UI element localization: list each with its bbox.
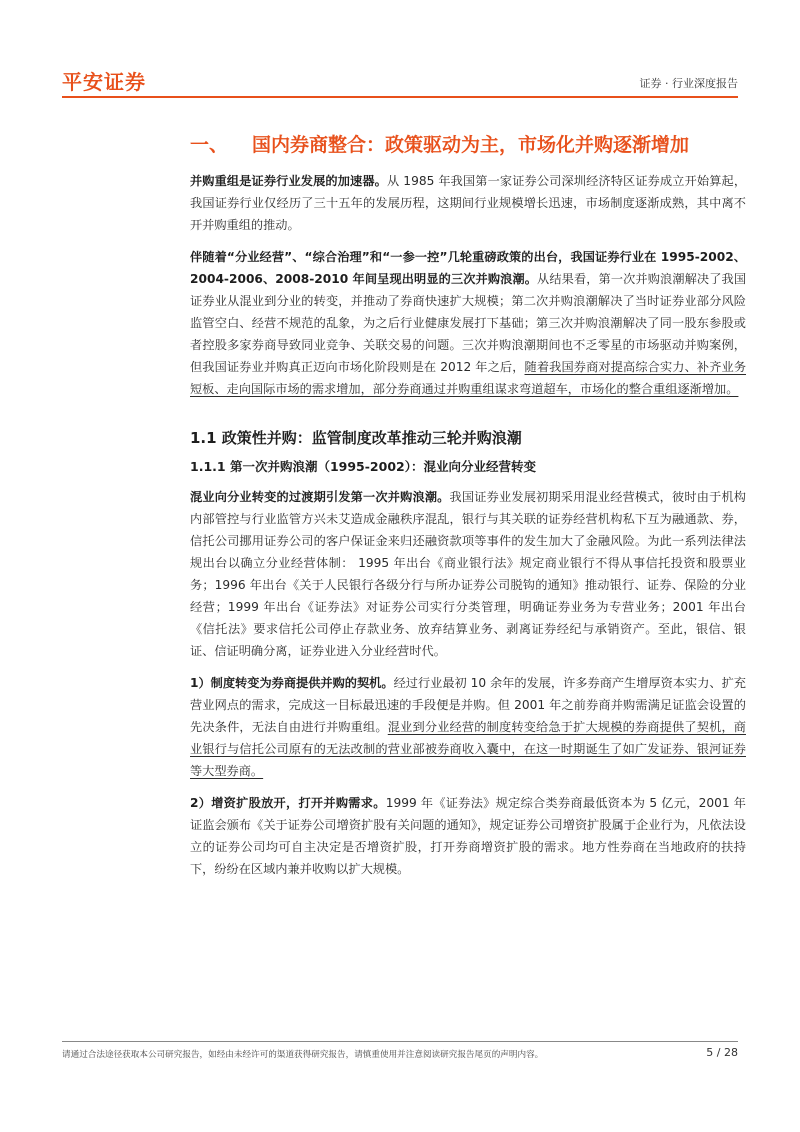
underlined-text: 混业到分业经营的制度转变给急于扩大规模的券商提供了契机，商业银行与信托公司原有的无法改制的营业部被券商收入囊中，在这一时期诞生了如广发证券、银河证券等大型券商。 xyxy=(190,720,746,778)
document-type: 证券 · 行业深度报告 xyxy=(639,77,738,90)
report-body xyxy=(190,170,746,890)
paragraph xyxy=(190,792,746,880)
paragraph-lead: 混业向分业转变的过渡期引发第一次并购浪潮。 xyxy=(190,490,450,504)
underlined-text: 随着我国券商对提高综合实力、补齐业务短板、走向国际市场的需求增加，部分券商通过并购重组谋求弯道超车，市场化的整合重组逐渐增加。 xyxy=(190,360,747,396)
subsection-heading: 1.1 政策性并购：监管制度改革推动三轮并购浪潮 xyxy=(190,429,522,447)
paragraph-text: 我国证券业发展初期采用混业经营模式，彼时由于机构内部管控与行业监管方兴未艾造成金融秩序混乱，银行与其关联的证券经营机构私下互为融通款、券，信托公司挪用证券公司的客户保证金来归还融资款项等事件的发生加大了金融风险。为此一系列法律法规出台以确立分业经营体制： 1995 年出台《商业银行法》规定商业银行不得从事信托投资和股票业务；1996 年出台《关于人民银行各级分行与所办证券公司脱钩的通知》推动银行、证券、保险的分业经营；1999 年出台《证券法》对证券公司实行分类管理，明确证券业务为专营业务；2001 年出台《信托法》要求信托公司停止存款业务、放弃结算业务、剥离证券经纪与承销资产。至此，银信、银证、信证明确分离，证券业进入分业经营时代。 xyxy=(190,490,746,658)
sub-subsection-heading: 1.1.1 第一次并购浪潮（1995-2002）：混业向分业经营转变 xyxy=(190,459,536,474)
paragraph-lead: 1）制度转变为券商提供并购的契机。 xyxy=(190,676,394,690)
section-heading xyxy=(190,130,689,157)
paragraph-text: 1999 年《证券法》规定综合类券商最低资本为 5 亿元，2001 年证监会颁布《关于证券公司增资扩股有关问题的通知》，规定证券公司增资扩股属于企业行为，凡依法设立的证券公司均可自主决定是否增资扩股，打开券商增资扩股的需求。地方性券商在当地政府的扶持下，纷纷在区域内兼并收购以扩大规模。 xyxy=(190,796,746,876)
section-title: 国内券商整合：政策驱动为主，市场化并购逐渐增加 xyxy=(252,134,690,156)
paragraph xyxy=(190,170,746,236)
paragraph-text: 经过行业最初 10 余年的发展，许多券商产生增厚资本实力、扩充营业网点的需求，完成这一目标最迅速的手段便是并购。但 2001 年之前券商并购需满足证监会设置的先决条件，无法自由进行并购重组。 xyxy=(190,676,746,734)
paragraph-text: 从 1985 年我国第一家证券公司深圳经济特区证券成立开始算起，我国证券行业仅经历了三十五年的发展历程，这期间行业规模增长迅速，市场制度逐渐成熟，其中离不开并购重组的推动。 xyxy=(190,174,747,232)
paragraph-text: 从结果看，第一次并购浪潮解决了我国证券业从混业到分业的转变，并推动了券商快速扩大规模；第二次并购浪潮解决了当时证券业部分风险监管空白、经营不规范的乱象，为之后行业健康发展打下基础；第三次并购浪潮解决了同一股东参股或者控股多家券商导致同业竞争、关联交易的问题。三次并购浪潮期间也不乏零星的市场驱动并购案例，但我国证券业并购真正迈向市场化阶段则是在 2012 年之后， xyxy=(190,272,747,374)
paragraph xyxy=(190,486,746,662)
paragraph xyxy=(190,246,746,400)
paragraph-lead: 并购重组是证券行业发展的加速器。 xyxy=(190,174,387,188)
paragraph-lead: 伴随着“分业经营”、“综合治理”和“一参一控”几轮重磅政策的出台，我国证券行业在 1995-2002、2004-2006、2008-2010 年间呈现出明显的三次并购浪潮。 xyxy=(190,250,746,286)
header-divider xyxy=(62,96,738,98)
paragraph-lead: 2）增资扩股放开，打开并购需求。 xyxy=(190,796,386,810)
footer-divider xyxy=(62,1041,738,1042)
paragraph xyxy=(190,672,746,782)
page-number: 5 / 28 xyxy=(706,1046,738,1059)
section-number: 一、 xyxy=(190,134,229,156)
footer-disclaimer: 请通过合法途径获取本公司研究报告，如经由未经许可的渠道获得研究报告，请慎重使用并注意阅读研究报告尾页的声明内容。 xyxy=(62,1050,544,1060)
company-logo: 平安证券 xyxy=(62,70,146,94)
